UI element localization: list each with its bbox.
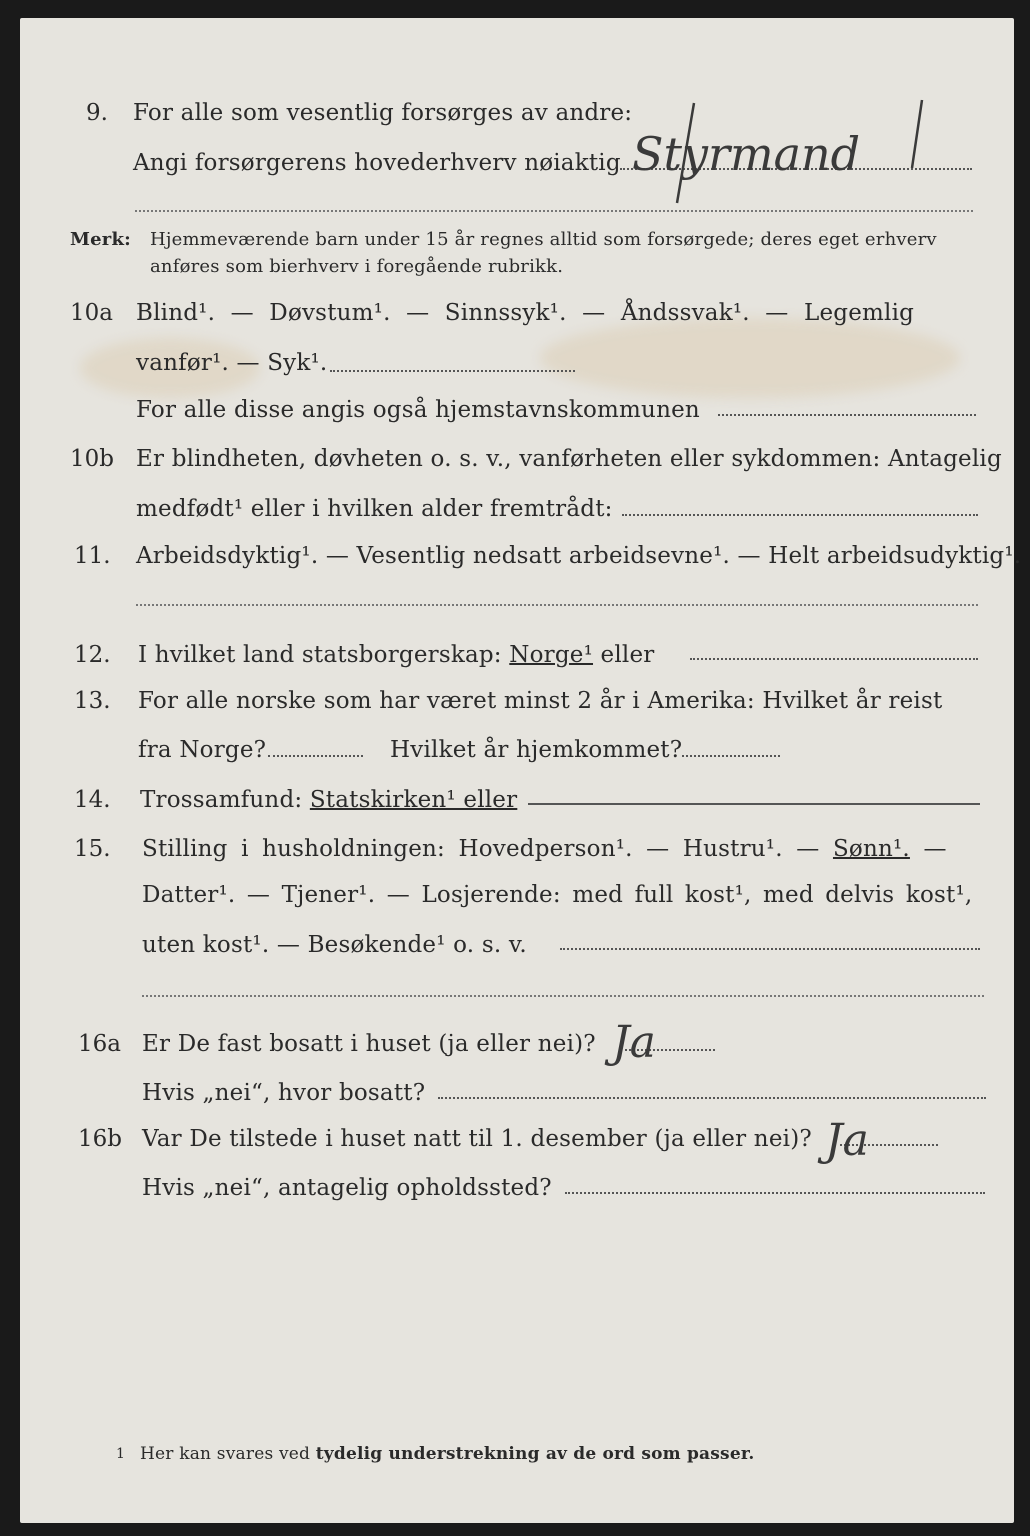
q16b-number: 16b [78, 1126, 122, 1152]
q15-answer-line [560, 948, 980, 950]
q9-text-1: For alle som vesentlig forsørges av andre: [133, 100, 633, 126]
q10b-number: 10b [70, 446, 114, 472]
q15-number: 15. [74, 836, 111, 862]
q15-text-3: uten kost¹. — Besøkende¹ o. s. v. [142, 932, 527, 958]
q10b-text-1: Er blindheten, døvheten o. s. v., vanførheten eller sykdommen: Antagelig [136, 446, 1002, 472]
q12-answer-line [690, 658, 978, 660]
q10a-text-2: vanfør¹. — Syk¹. [136, 350, 328, 376]
q10b-text-2: medfødt¹ eller i hvilken alder fremtrådt: [136, 496, 613, 522]
q16b-text-1: Var De tilstede i huset natt til 1. desember (ja eller nei)? [142, 1126, 812, 1152]
q15-text-1: Stilling i husholdningen: Hovedperson¹. — Hustru¹. — Sønn¹. — [142, 836, 947, 862]
q14-underlined-choice: Statskirken¹ eller [309, 787, 518, 813]
q13-reist-line [268, 755, 363, 757]
q13-number: 13. [74, 688, 111, 714]
handwritten-text: Ja [825, 1115, 869, 1166]
q13-text-1: For alle norske som har været minst 2 år i Amerika: Hvilket år reist [138, 688, 943, 714]
q10b-answer-line [622, 514, 978, 516]
merk-text-1: Hjemmeværende barn under 15 år regnes alltid som forsørgede; deres eget erhverv [150, 229, 937, 250]
q16b-opholdssted-line [565, 1192, 985, 1194]
paper-stain [540, 318, 960, 398]
q12-underlined-choice: Norge¹ [509, 642, 594, 668]
q16b-text-2: Hvis „nei“, antagelig opholdssted? [142, 1175, 552, 1201]
q13-text-2a: fra Norge? [138, 737, 267, 763]
q10a-text-3: For alle disse angis også hjemstavnskommunen [136, 397, 700, 423]
q14-number: 14. [74, 787, 111, 813]
q16a-handwritten-answer [600, 1002, 710, 1092]
q16a-bosatt-line [438, 1097, 986, 1099]
q16b-handwritten-answer [815, 1100, 925, 1190]
q11-number: 11. [74, 543, 111, 569]
q9-handwritten-answer [622, 98, 942, 208]
q10a-text-1: Blind¹. — Døvstum¹. — Sinnssyk¹. — Åndssvak¹. — Legemlig [136, 300, 915, 326]
q15-text-2: Datter¹. — Tjener¹. — Losjerende: med full kost¹, med delvis kost¹, [142, 882, 973, 908]
q9-text-2: Angi forsørgerens hovederhverv nøiaktig [133, 150, 621, 176]
footnote-text: Her kan svares ved tydelig understrekning av de ord som passer. [140, 1444, 755, 1464]
merk-text-2: anføres som bierhverv i foregående rubrikk. [150, 256, 564, 277]
q12-text: I hvilket land statsborgerskap: Norge¹ eller [138, 642, 655, 668]
footnote-mark: 1 [116, 1446, 126, 1462]
q16a-text-1: Er De fast bosatt i huset (ja eller nei)? [142, 1031, 596, 1057]
q15-underlined-choice: Sønn¹. [832, 836, 910, 862]
q14-text: Trossamfund: Statskirken¹ eller [140, 787, 518, 813]
q9-number: 9. [86, 100, 108, 126]
q16a-text-2: Hvis „nei“, hvor bosatt? [142, 1080, 426, 1106]
q14-answer-line [528, 803, 980, 805]
q10a-answer-line [330, 370, 575, 372]
q12-number: 12. [74, 642, 111, 668]
q11-extra-line [136, 604, 978, 606]
handwritten-text: Styrmand [632, 127, 861, 181]
q15-extra-line [142, 995, 984, 997]
q10a-kommune-line [718, 414, 976, 416]
q9-extra-line [135, 210, 973, 212]
handwritten-text: Ja [612, 1017, 656, 1068]
q13-hjemkommet-line [682, 755, 780, 757]
q10a-number: 10a [70, 300, 113, 326]
q13-text-2b: Hvilket år hjemkommet? [390, 737, 683, 763]
q11-text: Arbeidsdyktig¹. — Vesentlig nedsatt arbeidsevne¹. — Helt arbeidsudyktig¹. [136, 543, 1022, 569]
merk-label: Merk: [70, 229, 131, 250]
q16a-number: 16a [78, 1031, 121, 1057]
